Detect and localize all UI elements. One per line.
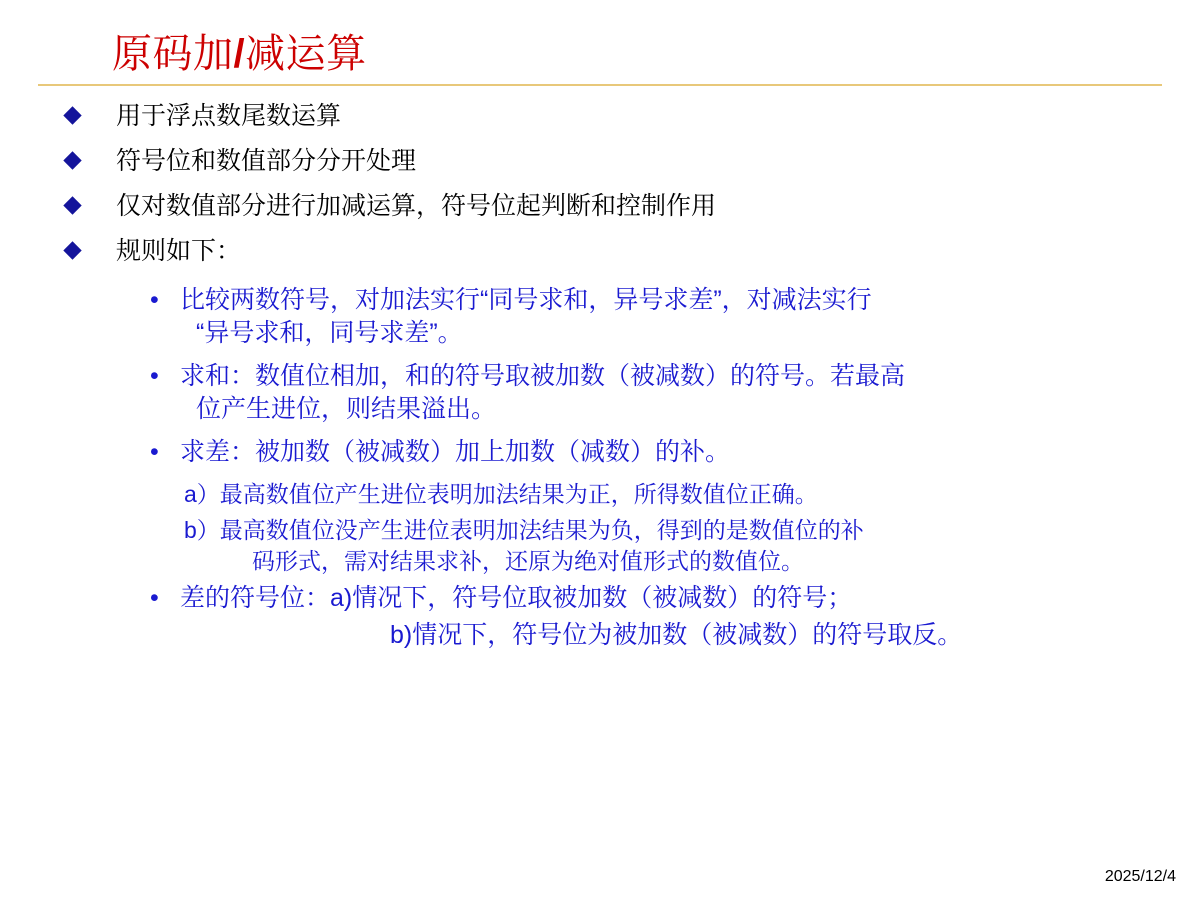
rule-item-1-line2: “异号求和，同号求差”。 (196, 319, 463, 347)
diamond-bullet-icon (63, 241, 81, 259)
rule-item-1 (38, 284, 1168, 350)
bullet-level1-2-text: 符号位和数值部分分开处理 (116, 147, 417, 175)
diamond-bullet-icon (63, 106, 81, 124)
sign-rule (38, 582, 1168, 615)
dot-bullet-icon: • (150, 286, 159, 314)
rule-item-3-line1: 求差：被加数（被减数）加上加数（减数）的补。 (180, 438, 731, 466)
page-title-suffix: 减运算 (245, 32, 367, 76)
rule-item-2 (38, 360, 1168, 426)
dot-bullet-icon: • (150, 362, 159, 390)
rule-item-1-line1: 比较两数符号，对加法实行“同号求和，异号求差”，对减法实行 (180, 286, 872, 314)
rule-item-2-line2: 位产生进位，则结果溢出。 (196, 395, 497, 423)
diamond-bullet-icon (63, 151, 81, 169)
slide-date: 2025/12/4 (1104, 868, 1176, 885)
dot-bullet-icon: • (150, 584, 159, 613)
bullet-level1-1 (38, 104, 1168, 129)
sign-rule-line1: 差的符号位：a)情况下，符号位取被加数（被减数）的符号； (180, 584, 853, 613)
page-title (112, 22, 367, 79)
bullet-level1-3-text: 仅对数值部分进行加减运算，符号位起判断和控制作用 (116, 192, 717, 220)
bullet-level1-3 (38, 194, 1168, 219)
slide-body (38, 104, 1168, 662)
sign-rule-line2: b)情况下，符号位为被加数（被减数）的符号取反。 (390, 621, 963, 650)
sub-rule-b (38, 515, 1168, 576)
sub-rule-b-line2: 码形式，需对结果求补，还原为绝对值形式的数值位。 (252, 547, 804, 574)
page-title-prefix: 原码加 (112, 32, 234, 76)
title-divider (38, 84, 1162, 86)
bullet-level1-2 (38, 149, 1168, 174)
diamond-bullet-icon (63, 196, 81, 214)
bullet-level1-4-text: 规则如下： (116, 237, 242, 265)
bullet-level1-1-text: 用于浮点数尾数运算 (116, 102, 342, 130)
sub-rule-b-line1: b）最高数值位没产生进位表明加法结果为负，得到的是数值位的补 (184, 517, 864, 544)
rule-item-2-line1: 求和：数值位相加，和的符号取被加数（被减数）的符号。若最高 (180, 362, 906, 390)
bullet-level1-4 (38, 239, 1168, 264)
sub-rule-a-line1: a）最高数值位产生进位表明加法结果为正，所得数值位正确。 (184, 481, 818, 507)
page-title-slash: / (233, 32, 246, 76)
rule-item-3 (38, 436, 1168, 469)
dot-bullet-icon: • (150, 438, 159, 466)
sign-rule-continued (38, 619, 1168, 652)
sub-rule-a (38, 479, 1168, 509)
